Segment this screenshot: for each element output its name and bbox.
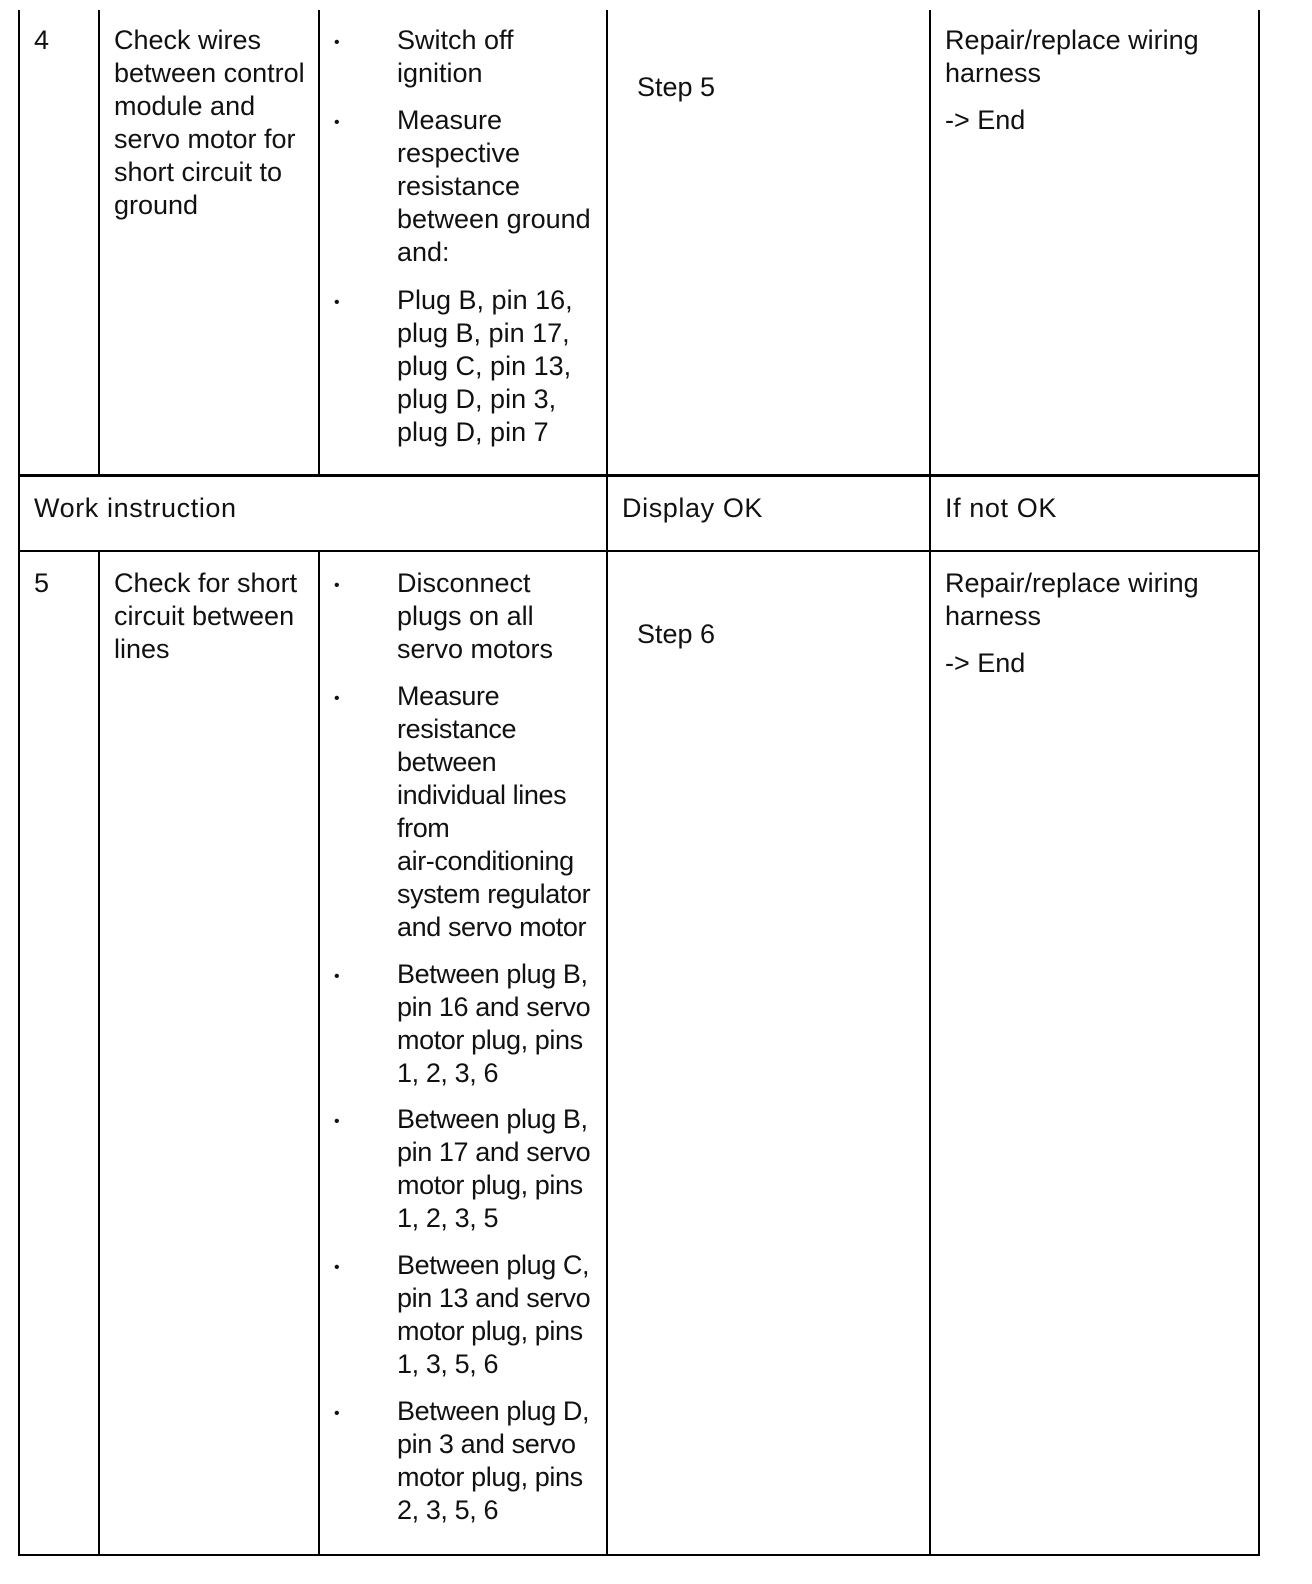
table-border-left bbox=[18, 10, 20, 1556]
instruction-item bbox=[397, 24, 602, 90]
header-work-instruction: Work instruction bbox=[34, 493, 237, 523]
text-line: respective bbox=[397, 138, 521, 168]
text-line: 1, 2, 3, 6 bbox=[397, 1058, 499, 1088]
display-ok-value: Step 6 bbox=[637, 619, 716, 649]
instruction-item bbox=[397, 284, 602, 449]
column-divider-check bbox=[318, 552, 320, 1556]
text-line: individual lines bbox=[397, 780, 567, 810]
text-line: and: bbox=[397, 237, 450, 267]
instruction-item bbox=[397, 680, 602, 944]
step-number: 5 bbox=[34, 568, 50, 598]
column-divider-instruction bbox=[606, 10, 608, 1556]
text-line: between ground bbox=[397, 204, 591, 234]
if-not-ok-action bbox=[945, 567, 1250, 680]
end-marker: -> End bbox=[945, 105, 1026, 135]
text-line: plug D, pin 3, bbox=[397, 384, 557, 414]
text-line: Disconnect bbox=[397, 568, 531, 598]
bullet-icon: • bbox=[334, 1405, 340, 1422]
text-line: module and bbox=[114, 91, 256, 121]
header-display-ok: Display OK bbox=[622, 493, 764, 523]
text-line: pin 17 and servo bbox=[397, 1137, 591, 1167]
text-line: Plug B, pin 16, bbox=[397, 285, 573, 315]
text-line: Measure bbox=[397, 105, 503, 135]
text-line: motor plug, pins bbox=[397, 1316, 583, 1346]
text-line: Between plug B, bbox=[397, 959, 588, 989]
step-check-description bbox=[114, 24, 314, 222]
text-line: harness bbox=[945, 58, 1042, 88]
text-line: pin 3 and servo bbox=[397, 1429, 576, 1459]
bullet-icon: • bbox=[334, 114, 340, 131]
column-divider-number bbox=[98, 552, 100, 1556]
column-divider-display bbox=[929, 10, 931, 1556]
instruction-item bbox=[397, 1395, 602, 1527]
text-line: lines bbox=[114, 634, 170, 664]
column-divider-number bbox=[98, 10, 100, 476]
text-line: plug B, pin 17, bbox=[397, 318, 570, 348]
table-border-right bbox=[1258, 10, 1260, 1556]
bullet-icon: • bbox=[334, 577, 340, 594]
header-if-not-ok: If not OK bbox=[945, 493, 1057, 523]
text-line: Between plug B, bbox=[397, 1104, 588, 1134]
text-line: motor plug, pins bbox=[397, 1025, 583, 1055]
step-number: 4 bbox=[34, 25, 50, 55]
text-line: Between plug D, bbox=[397, 1396, 590, 1426]
text-line: Repair/replace wiring bbox=[945, 25, 1199, 55]
instruction-item bbox=[397, 958, 602, 1090]
text-line: Check wires bbox=[114, 25, 262, 55]
bullet-icon: • bbox=[334, 968, 340, 985]
text-line: 1, 2, 3, 5 bbox=[397, 1203, 499, 1233]
bullet-icon: • bbox=[334, 690, 340, 707]
text-line: servo motor for bbox=[114, 124, 296, 154]
text-line: pin 16 and servo bbox=[397, 992, 591, 1022]
table-bottom-border bbox=[18, 1554, 1260, 1556]
text-line: plugs on all bbox=[397, 601, 534, 631]
text-line: Repair/replace wiring bbox=[945, 568, 1199, 598]
bullet-icon: • bbox=[334, 34, 340, 51]
text-line: servo motors bbox=[397, 634, 554, 664]
display-ok-value: Step 5 bbox=[637, 72, 716, 102]
bullet-icon: • bbox=[334, 1113, 340, 1130]
text-line: 2, 3, 5, 6 bbox=[397, 1495, 499, 1525]
text-line: Check for short bbox=[114, 568, 298, 598]
column-divider-check bbox=[318, 10, 320, 476]
text-line: circuit between bbox=[114, 601, 295, 631]
text-line: ignition bbox=[397, 58, 483, 88]
bullet-icon: • bbox=[334, 1259, 340, 1276]
text-line: resistance bbox=[397, 714, 517, 744]
text-line: motor plug, pins bbox=[397, 1462, 583, 1492]
text-line: Switch off bbox=[397, 25, 514, 55]
text-line: short circuit to bbox=[114, 157, 283, 187]
text-line: harness bbox=[945, 601, 1042, 631]
header-top-border bbox=[18, 474, 1260, 477]
text-line: and servo motor bbox=[397, 912, 587, 942]
text-line: plug C, pin 13, bbox=[397, 351, 572, 381]
instruction-item bbox=[397, 567, 602, 666]
text-line: from bbox=[397, 813, 450, 843]
text-line: ground bbox=[114, 190, 199, 220]
text-line: motor plug, pins bbox=[397, 1170, 583, 1200]
text-line: system regulator bbox=[397, 879, 591, 909]
text-line: between control bbox=[114, 58, 305, 88]
header-bottom-border bbox=[18, 550, 1260, 552]
text-line: Measure bbox=[397, 681, 500, 711]
step-check-description bbox=[114, 567, 314, 666]
instruction-item bbox=[397, 104, 602, 269]
bullet-icon: • bbox=[334, 294, 340, 311]
text-line: plug D, pin 7 bbox=[397, 417, 549, 447]
text-line: air-conditioning bbox=[397, 846, 574, 876]
text-line: pin 13 and servo bbox=[397, 1283, 591, 1313]
instruction-item bbox=[397, 1103, 602, 1235]
text-line: between bbox=[397, 747, 497, 777]
text-line: Between plug C, bbox=[397, 1250, 590, 1280]
instruction-item bbox=[397, 1249, 602, 1381]
text-line: 1, 3, 5, 6 bbox=[397, 1349, 499, 1379]
end-marker: -> End bbox=[945, 648, 1026, 678]
text-line: resistance bbox=[397, 171, 521, 201]
if-not-ok-action bbox=[945, 24, 1250, 137]
